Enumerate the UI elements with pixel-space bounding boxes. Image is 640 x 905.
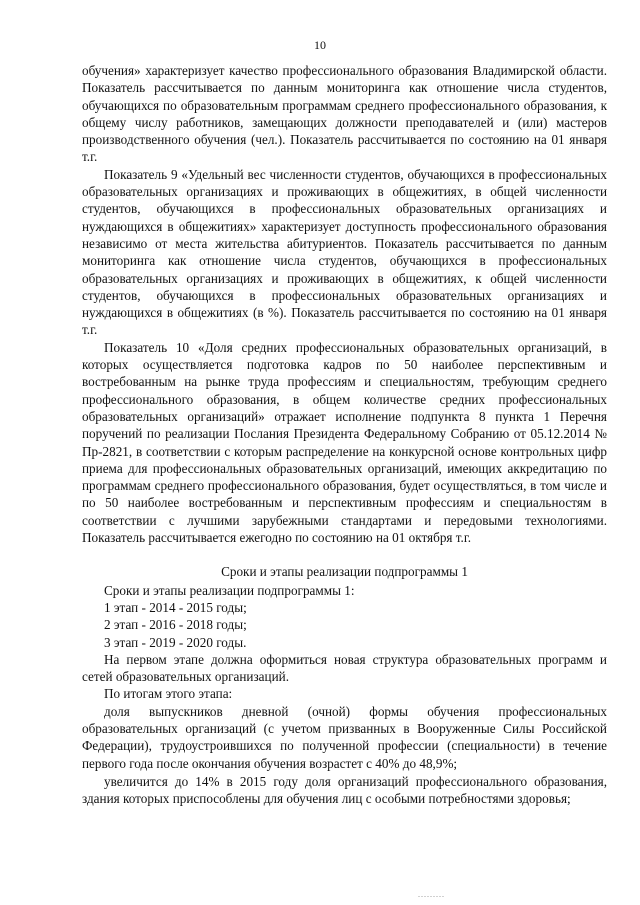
section-intro: Сроки и этапы реализации подпрограммы 1: bbox=[104, 582, 355, 598]
stage-item-1: 1 этап - 2014 - 2015 годы; bbox=[104, 599, 247, 615]
result-item-1: доля выпускников дневной (очной) формы обучения профессиональных образовательных организаций (с учетом призванных в Вооруженные Силы Российской Федерации), трудоустроившихся по полученной профессии (специальности) в течение первого года после окончания обучения возрастет с 40% до 48,9%; bbox=[82, 703, 607, 771]
paragraph-indicator-9: Показатель 9 «Удельный вес численности студентов, обучающихся в профессиональных образовательных организациях и проживающих в общежитиях, в общей численности студентов, обучающихся в профессиональных образовательных организациях и нуждающихся в общежитиях» характеризует доступность профессионального образования независимо от места жительства абитуриентов. Показатель рассчитывается по данным мониторинга как отношение числа студентов, обучающихся в профессиональных образовательных организациях и проживающих в общежитиях, к общей численности студентов, обучающихся в профессиональных образовательных организациях и нуждающихся в общежитиях (в %). Показатель рассчитывается по состоянию на 01 января т.г. bbox=[82, 166, 607, 338]
footer-scan-mark: ......... bbox=[418, 890, 445, 899]
results-intro: По итогам этого этапа: bbox=[104, 686, 233, 702]
first-stage-paragraph: На первом этапе должна оформиться новая структура образовательных программ и сетей образовательных организаций. bbox=[82, 651, 607, 685]
result-item-2: увеличится до 14% в 2015 году доля организаций профессионального образования, здания которых приспособлены для обучения лиц с особыми потребностями здоровья; bbox=[82, 773, 607, 807]
document-body bbox=[82, 62, 607, 807]
section-heading: Сроки и этапы реализации подпрограммы 1 bbox=[221, 564, 468, 580]
page-number: 10 bbox=[314, 38, 326, 52]
stage-item-2: 2 этап - 2016 - 2018 годы; bbox=[104, 617, 247, 633]
stage-item-3: 3 этап - 2019 - 2020 годы. bbox=[104, 634, 247, 650]
paragraph-indicator-10: Показатель 10 «Доля средних профессиональных образовательных организаций, в которых осуществляется подготовка кадров по 50 наиболее перспективным и востребованным на рынке труда профессиям и специальностям, требующим среднего профессионального образования, в общем количестве средних профессиональных образовательных организаций» отражает исполнение подпункта 8 пункта 1 Перечня поручений по реализации Послания Президента Федеральному Собранию от 05.12.2014 № Пр-2821, в соответствии с которым распределение на конкурсной основе контрольных цифр приема для профессиональных образовательных организаций, имеющих аккредитацию по программам среднего профессионального образования, будет осуществляться, в том числе и по 50 наиболее востребованным и перспективным профессиям и специальностям в соответствии с лучшими зарубежными стандартами и передовыми технологиями. Показатель рассчитывается ежегодно по состоянию на 01 октября т.г. bbox=[82, 339, 607, 546]
paragraph-indicator-8-continuation: обучения» характеризует качество профессионального образования Владимирской области. Показатель рассчитывается по данным мониторинга как отношение числа студентов, обучающихся по образовательным программам среднего профессионального образования, к общему числу работников, замещающих должности преподавателей и (или) мастеров производственного обучения (чел.). Показатель рассчитывается по состоянию на 01 января т.г. bbox=[82, 63, 607, 165]
